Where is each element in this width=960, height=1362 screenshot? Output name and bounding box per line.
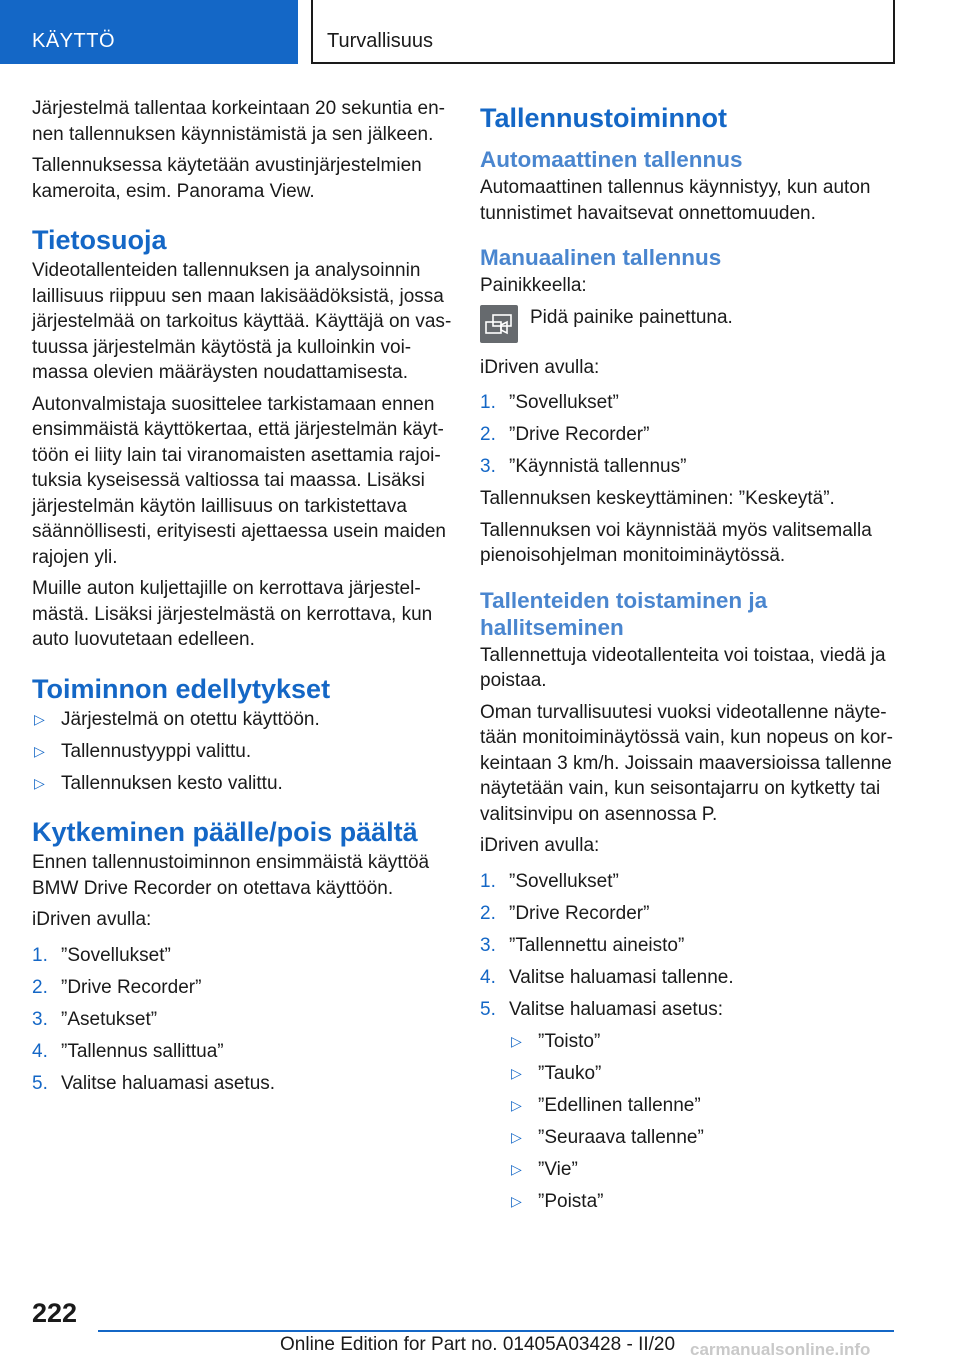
list-item: 1. ”Sovellukset” [480,870,619,892]
record-button-instruction [480,305,905,343]
privacy-paragraph-1: Videotallenteiden tallennuksen ja analysoinnin laillisuus riippuu sen maan lakisäädöksistä, jossa järjestelmää on tarkoitus käyttää. Käyttäjä on vastuussa järjestelmän käytöstä ja kulloinkin voimassa olevien määräysten noudattamisesta. [32,260,452,383]
section-tab: KÄYTTÖ [0,0,298,64]
right-column [480,96,905,1221]
heading-playback: Tallenteiden toistaminen ja hallitseminen [480,587,768,640]
heading-manual-recording: Manuaalinen tallennus [480,245,722,270]
triangle-bullet-icon: ▷ [34,742,45,759]
list-item: ▷ ”Toisto” [509,1029,905,1055]
requirements-list [32,707,452,797]
switching-paragraph-2: iDriven avulla: [32,909,152,930]
list-item: ▷ ”Poista” [509,1189,905,1215]
heading-switching: Kytkeminen päälle/pois päältä [32,817,418,847]
triangle-bullet-icon: ▷ [34,774,45,791]
list-item: 4. ”Tallennus sallittua” [32,1040,224,1062]
footer-divider [98,1330,894,1332]
list-item: 2. ”Drive Recorder” [480,902,650,924]
list-item: 2. ”Drive Recorder” [480,424,650,445]
manual-paragraph-4: Tallennuksen voi käynnistää myös valitsemalla pienoisohjelman monitoiminäytössä. [480,519,872,566]
list-item: 3. ”Tallennettu aineisto” [480,934,685,956]
playback-paragraph-2: Oman turvallisuutesi vuoksi videotallenne näytetään monitoiminäytössä vain, kun nopeus on korkeintaan 3 km/h. Joissain maaversioissa tallenne näytetään vain, kun seisontajarru on kytketty tai valitsinvipu on asennossa P. [480,701,893,825]
edition-text: Online Edition for Part no. 01405A03428 - II/20 [280,1334,676,1355]
list-item: ▷ Järjestelmä on otettu käyttöön. [32,707,452,733]
list-item: ▷ ”Seuraava tallenne” [509,1125,905,1151]
playback-options [509,1029,905,1215]
triangle-bullet-icon: ▷ [511,1160,522,1177]
triangle-bullet-icon: ▷ [511,1192,522,1209]
list-item: 3. ”Käynnistä tallennus” [480,456,687,477]
heading-requirements: Toiminnon edellytykset [32,673,331,704]
automatic-paragraph: Automaattinen tallennus käynnistyy, kun auton tunnistimet havaitsevat onnettomuuden. [480,177,871,224]
record-button-text: Pidä painike painettuna. [530,306,733,328]
playback-paragraph-1: Tallennettuja videotallenteita voi toistaa, viedä ja poistaa. [480,644,886,691]
list-item: 5. Valitse haluamasi asetus: [480,998,724,1020]
privacy-paragraph-3: Muille auton kuljettajille on kerrottava järjestelmästä. Lisäksi järjestelmästä on kerrottava, kun auto luovutetaan edelleen. [32,578,433,650]
page-header [0,0,960,66]
left-column [32,96,452,1103]
list-item: ▷ ”Vie” [509,1157,905,1183]
playback-steps [480,869,905,1023]
playback-paragraph-3: iDriven avulla: [480,835,600,856]
chapter-title: Turvallisuus [311,0,895,64]
manual-steps [480,390,905,480]
list-item: 2. ”Drive Recorder” [32,976,202,998]
switching-steps [32,943,452,1097]
heading-recording-functions: Tallennustoiminnot [480,103,727,133]
list-item: ▷ ”Edellinen tallenne” [509,1093,905,1119]
list-item: 1. ”Sovellukset” [32,944,171,966]
triangle-bullet-icon: ▷ [511,1128,522,1145]
list-item: ▷ Tallennuksen kesto valittu. [32,771,452,797]
heading-privacy: Tietosuoja [32,225,167,255]
heading-automatic-recording: Automaattinen tallennus [480,147,743,172]
triangle-bullet-icon: ▷ [511,1096,522,1113]
list-item: 1. ”Sovellukset” [480,392,619,413]
triangle-bullet-icon: ▷ [511,1064,522,1081]
intro-paragraph-1: Järjestelmä tallentaa korkeintaan 20 sekuntia ennen tallennuksen käynnistämistä ja sen jälkeen. [32,98,445,145]
manual-paragraph-1: Painikkeella: [480,275,587,296]
record-button-icon [480,305,518,343]
manual-paragraph-2: iDriven avulla: [480,356,600,378]
list-item: ▷ ”Tauko” [509,1061,905,1087]
privacy-paragraph-2: Autonvalmistaja suosittelee tarkistamaan ennen ensimmäistä käyttökertaa, että järjestelmän käyttöön ei liity lain tai viranomaisten asettamia rajoituksia kyseisessä valtiossa tai maassa. Lisäksi järjestelmän käytön laillisuus on tarkistettava säännöllisesti, erityisesti ajettaessa usein maiden rajojen yli. [32,393,446,568]
page-number: 222 [32,1298,78,1328]
intro-paragraph-2: Tallennuksessa käytetään avustinjärjestelmien kameroita, esim. Panorama View. [32,155,422,202]
switching-paragraph-1: Ennen tallennustoiminnon ensimmäistä käyttöä BMW Drive Recorder on otettava käyttöön. [32,852,430,899]
list-item: 4. Valitse haluamasi tallenne. [480,966,734,988]
triangle-bullet-icon: ▷ [34,710,45,727]
triangle-bullet-icon: ▷ [511,1032,522,1049]
watermark: carmanualsonline.info [690,1340,871,1359]
manual-paragraph-3: Tallennuksen keskeyttäminen: ”Keskeytä”. [480,488,835,509]
list-item: 3. ”Asetukset” [32,1008,158,1030]
list-item: 5. Valitse haluamasi asetus. [32,1072,276,1094]
list-item: ▷ Tallennustyyppi valittu. [32,739,452,765]
